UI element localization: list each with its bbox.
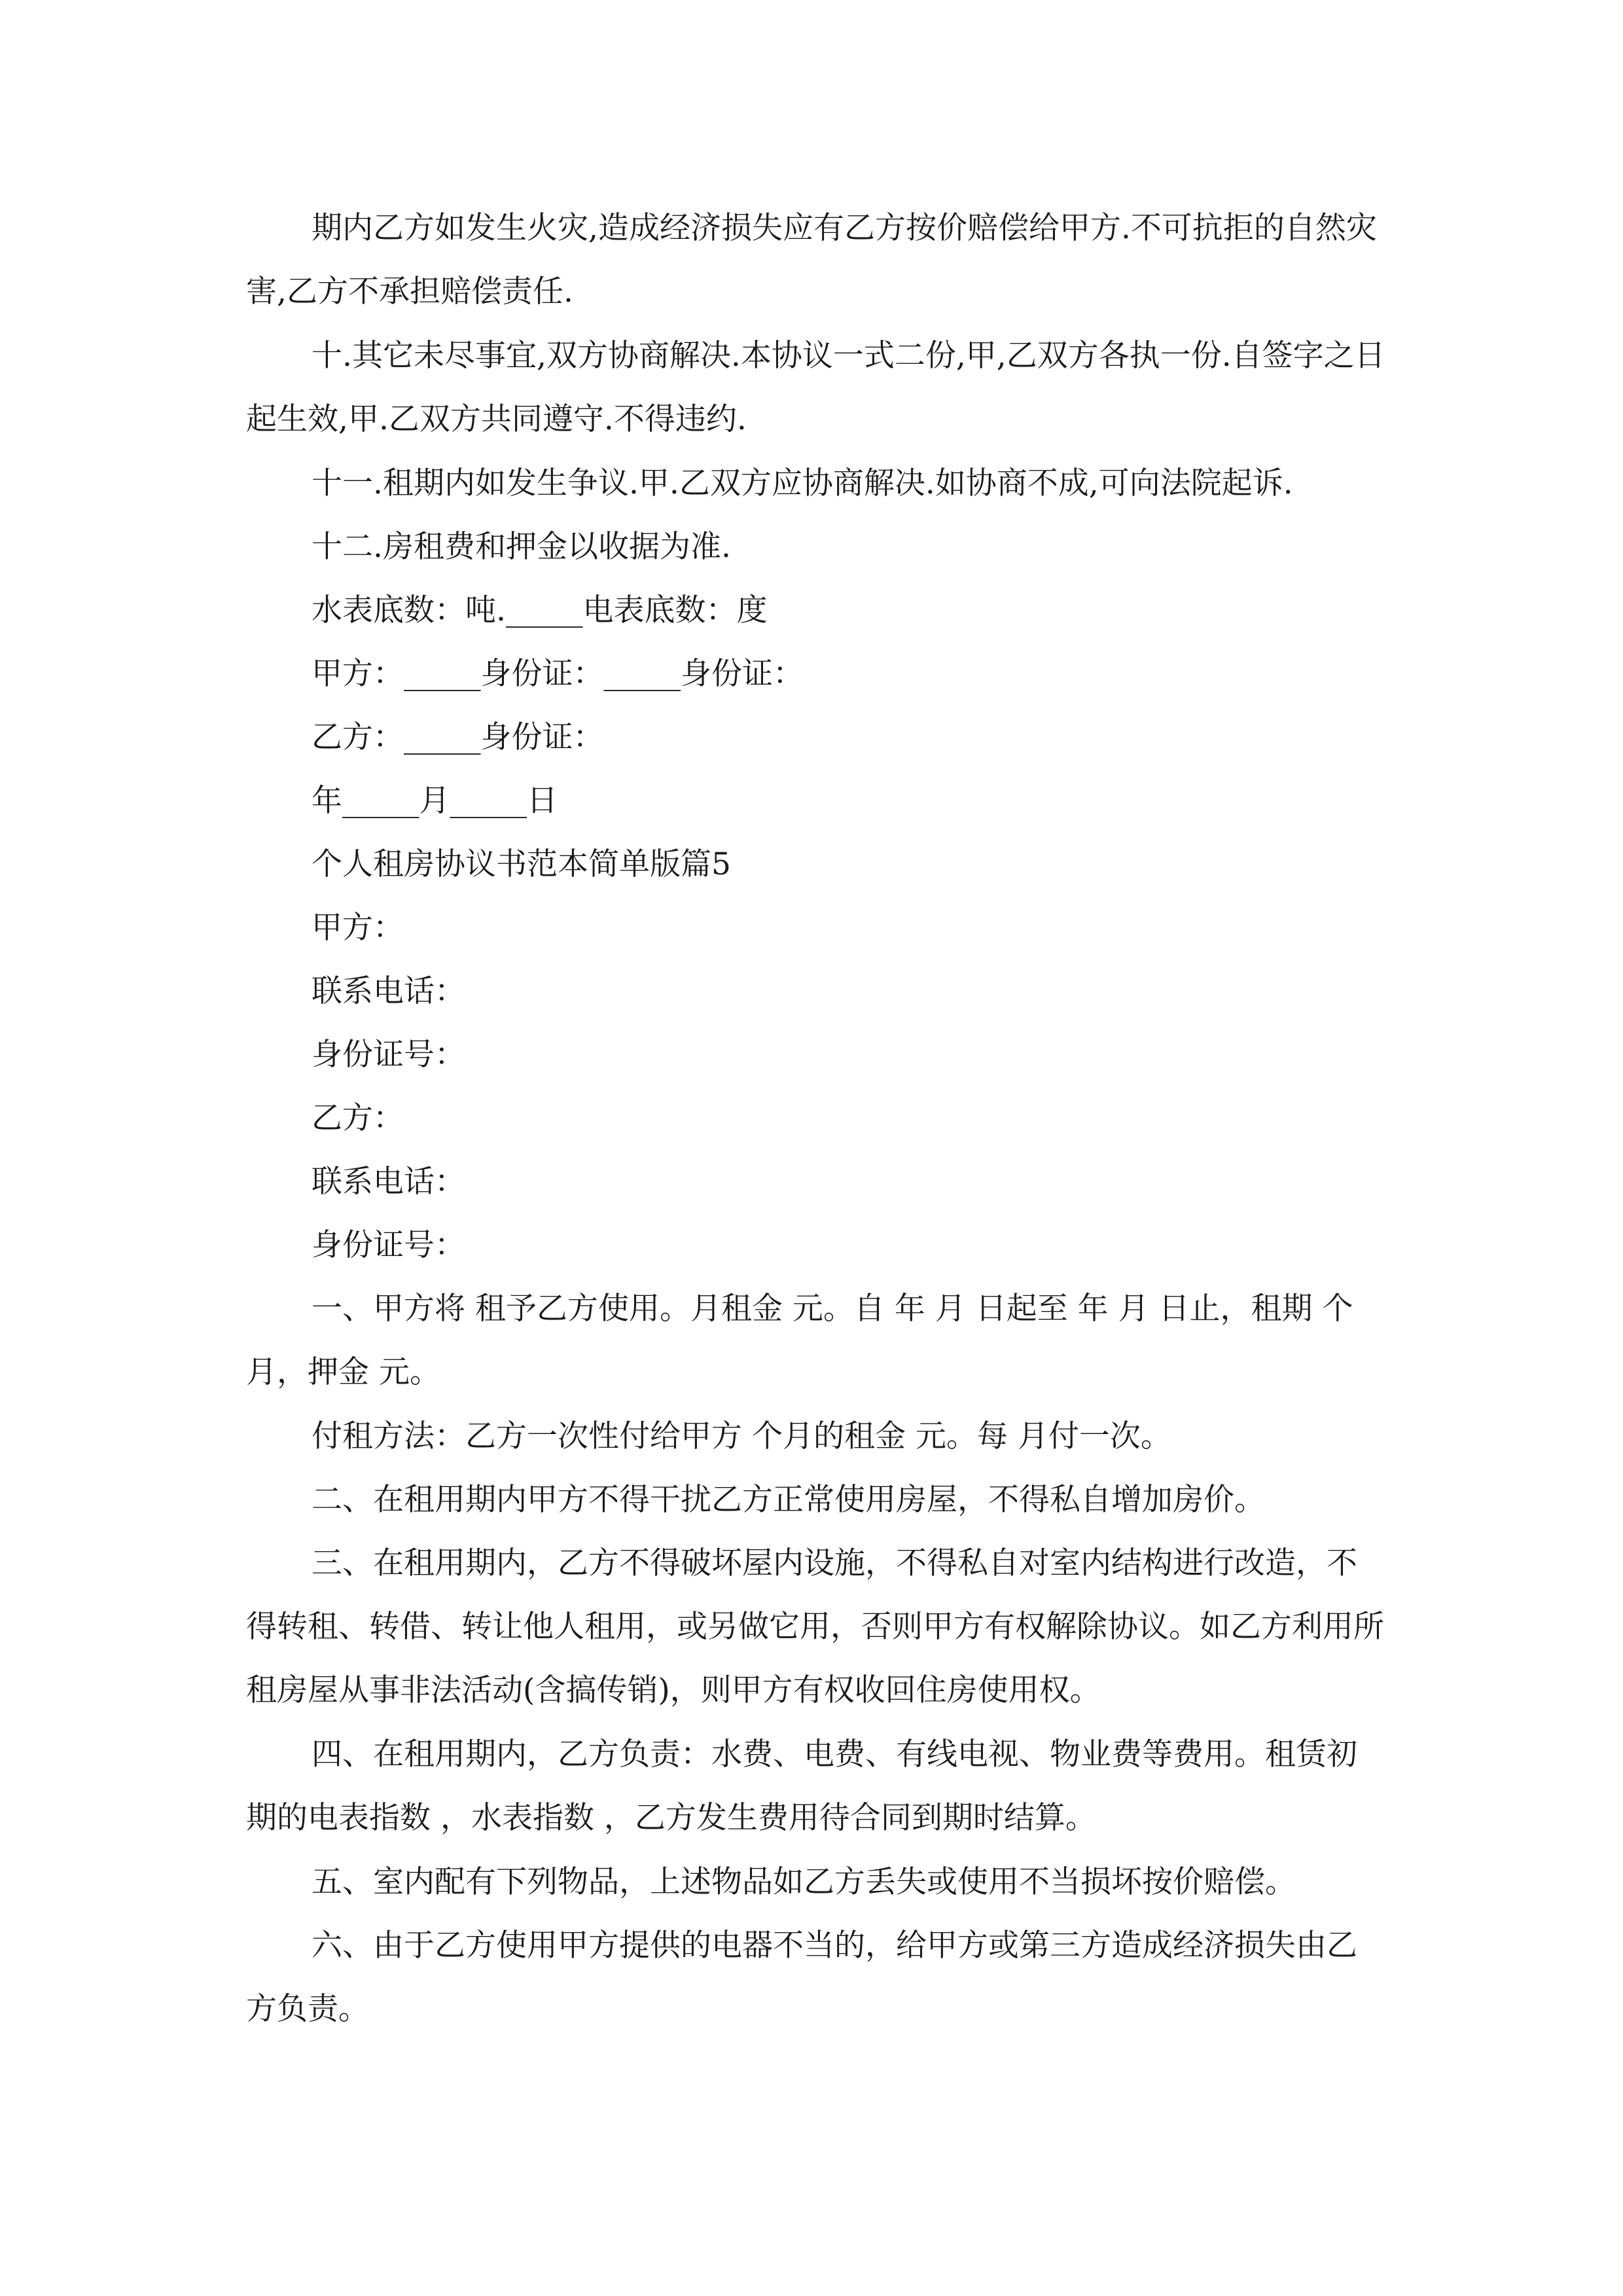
date-line: 年_____月_____日 [312,783,558,819]
party-b-phone-label: 联系电话： [312,1164,465,1200]
section-heading: 个人租房协议书范本简单版篇5 [312,846,731,882]
party-b-label: 乙方： [312,1100,404,1136]
paragraph-clause-1: 一、甲方将 租予乙方使用。月租金 元。自 年 月 日起至 年 月 日止，租期 个月，押金 元。 [246,1291,1353,1390]
party-a-phone-label: 联系电话： [312,973,465,1009]
party-b-signature-line: 乙方：_____身份证： [312,719,604,755]
paragraph-clause-10: 十.其它未尽事宜,双方协商解决.本协议一式二份,甲,乙双方各执一份.自签字之日起生效,甲.乙双方共同遵守.不得违约. [246,338,1385,437]
party-b-id-label: 身份证号： [312,1227,465,1263]
party-a-signature-line: 甲方：_____身份证：_____身份证： [312,656,804,692]
payment-method: 付租方法：乙方一次性付给甲方 个月的租金 元。每 月付一次。 [312,1418,1171,1454]
paragraph-clause-3: 三、在租用期内，乙方不得破坏屋内设施，不得私自对室内结构进行改造，不得转租、转借、转让他人租用，或另做它用，否则甲方有权解除协议。如乙方利用所租房屋从事非法活动(含搞传销)，则甲方有权收回住房使用权。 [246,1545,1384,1708]
paragraph-clause-6: 六、由于乙方使用甲方提供的电器不当的，给甲方或第三方造成经济损失由乙方负责。 [246,1928,1357,2027]
meter-readings-line: 水表底数：吨._____电表底数：度 [312,592,768,628]
paragraph-clause-2: 二、在租用期内甲方不得干扰乙方正常使用房屋，不得私自增加房价。 [312,1482,1265,1518]
paragraph-clause-4: 四、在租用期内，乙方负责：水费、电费、有线电视、物业费等费用。租赁初期的电表指数 ，水表指数 ，乙方发生费用待合同到期时结算。 [246,1736,1357,1836]
paragraph-clause-12: 十二.房租费和押金以收据为准. [312,529,731,565]
paragraph-fire-liability: 期内乙方如发生火灾,造成经济损失应有乙方按价赔偿给甲方.不可抗拒的自然灾害,乙方不承担赔偿责任. [246,210,1377,310]
party-a-label: 甲方： [312,910,404,946]
party-a-id-label: 身份证号： [312,1037,465,1073]
paragraph-clause-5: 五、室内配有下列物品，上述物品如乙方丢失或使用不当损坏按价赔偿。 [312,1864,1296,1900]
paragraph-clause-11: 十一.租期内如发生争议.甲.乙双方应协商解决.如协商不成,可向法院起诉. [312,465,1293,501]
